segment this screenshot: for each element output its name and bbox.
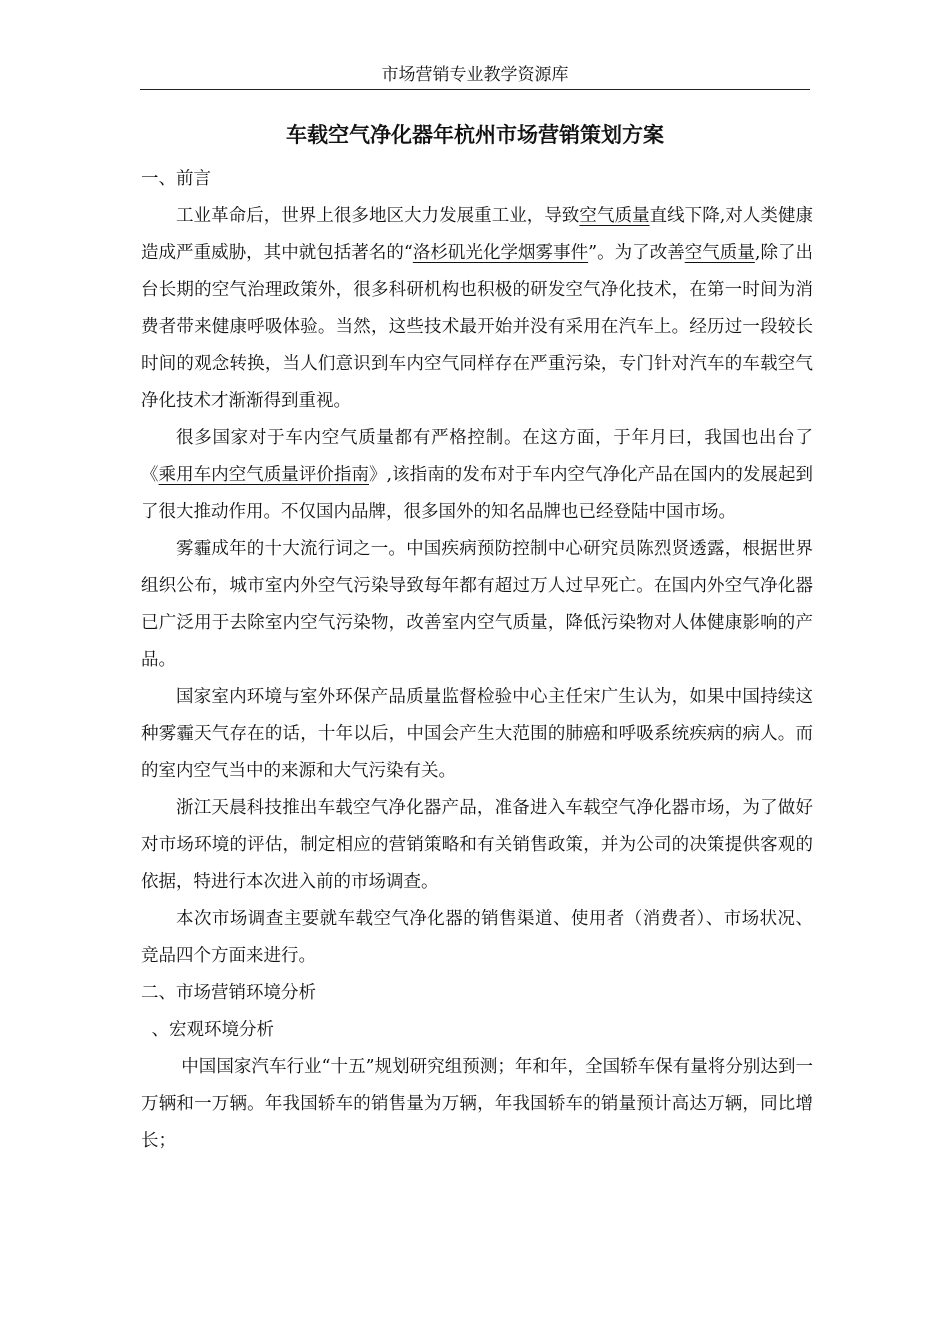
link-vehicle-air-guide[interactable]: 乘用车内空气质量评价指南: [158, 465, 369, 485]
paragraph-2: [141, 420, 813, 531]
paragraph-2-text-b: 》,该指南的发布对于车内空气净化产品在国内的发展起到了很大推动作用。不仅国内品牌，很多国外的知名品牌也已经登陆中国市场。: [141, 465, 814, 522]
paragraph-1-text-c: ”。为了改善: [588, 243, 685, 263]
link-la-smog-event[interactable]: 洛杉矶光化学烟雾事件: [412, 243, 589, 263]
paragraph-4: 国家室内环境与室外环保产品质量监督检验中心主任宋广生认为，如果中国持续这种雾霾天气存在的话，十年以后，中国会产生大范围的肺癌和呼吸系统疾病的病人。而的室内空气当中的来源和大气污染有关。: [141, 687, 813, 781]
page-header: 市场营销专业教学资源库: [381, 65, 569, 85]
paragraph-1-text-b: 直线下降,对人类健康造成严重威胁，其中就包括著名的“: [141, 206, 814, 263]
paragraph-1: [141, 198, 813, 420]
section-heading-market-analysis: 二、市场营销环境分析: [141, 983, 316, 1003]
link-air-quality-2[interactable]: 空气质量: [684, 243, 755, 263]
paragraph-1-text-a: 工业革命后，世界上很多地区大力发展重工业，导致: [176, 206, 580, 226]
paragraph-5: 浙江天晨科技推出车载空气净化器产品，准备进入车载空气净化器市场，为了做好对市场环境的评估，制定相应的营销策略和有关销售政策，并为公司的决策提供客观的依据，特进行本次进入前的市场调查。: [141, 798, 813, 892]
paragraph-2-text-a: 很多国家对于车内空气质量都有严格控制。在这方面，于年月曰，我国也出台了《: [141, 428, 813, 485]
paragraph-6: 本次市场调查主要就车载空气净化器的销售渠道、使用者（消费者）、市场状况、竞品四个方面来进行。: [141, 909, 813, 966]
header-divider: [140, 89, 810, 90]
paragraph-1-text-d: ,除了出台长期的空气治理政策外，很多科研机构也积极的研发空气净化技术，在第一时间为消费者带来健康呼吸体验。当然，这些技术最开始并没有采用在汽车上。经历过一段较长时间的观念转换，当人们意识到车内空气同样存在严重污染，专门针对汽车的车载空气净化技术才渐渐得到重视。: [141, 243, 814, 411]
document-title: 车载空气净化器年杭州市场营销策划方案: [286, 123, 664, 147]
document-body: [141, 161, 813, 1160]
section-heading-preface: 一、前言: [141, 169, 211, 189]
paragraph-3: 雾霾成年的十大流行词之一。中国疾病预防控制中心研究员陈烈贤透露，根据世界组织公布，城市室内外空气污染导致每年都有超过万人过早死亡。在国内外空气净化器已广泛用于去除室内空气污染物，改善室内空气质量，降低污染物对人体健康影响的产品。: [141, 539, 813, 670]
link-air-quality[interactable]: 空气质量: [579, 206, 650, 226]
subsection-heading-macro: 、宏观环境分析: [151, 1020, 274, 1040]
paragraph-7: 中国国家汽车行业“十五”规划研究组预测；年和年，全国轿车保有量将分别达到一万辆和一万辆。年我国轿车的销售量为万辆，年我国轿车的销量预计高达万辆，同比增长；: [141, 1057, 813, 1151]
